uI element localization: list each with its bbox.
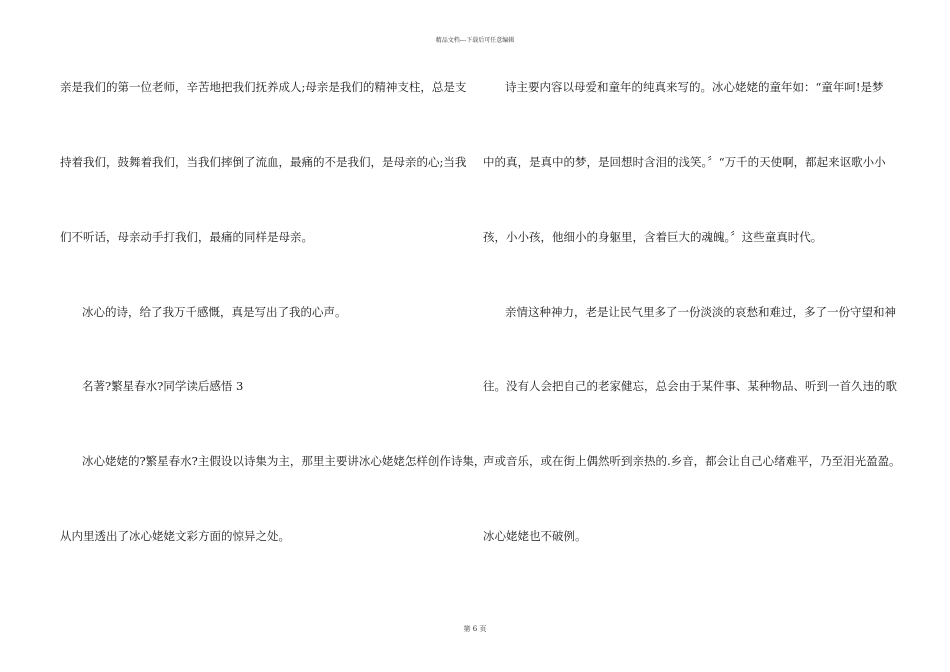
page-header: 精品文档---下载后可任意编辑 — [435, 37, 515, 44]
paragraph-line: 诗主要内容以母爱和童年的纯真来写的。冰心姥姥的童年如：“童年呵!是梦 — [505, 80, 884, 94]
paragraph-line: 持着我们，鼓舞着我们，当我们摔倒了流血，最痛的不是我们，是母亲的心;当我 — [60, 155, 467, 169]
paragraph-line: 亲情这种神力，老是让民气里多了一份淡淡的哀愁和难过，多了一份守望和神 — [505, 305, 896, 319]
paragraph-line: 声或音乐，或在街上偶然听到亲热的.乡音，都会让自己心绪难平，乃至泪光盈盈。 — [483, 454, 901, 468]
paragraph-line: 冰心姥姥的?繁星春水?主假设以诗集为主，那里主要讲冰心姥姥怎样创作诗集， — [82, 454, 486, 468]
paragraph-line: 们不听话，母亲动手打我们，最痛的同样是母亲。 — [60, 230, 313, 244]
paragraph-line: 从内里透出了冰心姥姥文彩方面的惊异之处。 — [60, 529, 290, 543]
section-title: 名著?繁星春水?同学读后感悟 3 — [82, 379, 244, 393]
page-number: 第 6 页 — [463, 625, 487, 633]
paragraph-line: 中的真，是真中的梦，是回想时含泪的浅笑。〞“万千的天使啊，都起来讴歌小小 — [483, 155, 886, 169]
paragraph-line: 冰心的诗，给了我万千感慨，真是写出了我的心声。 — [82, 305, 347, 319]
paragraph-line: 往。没有人会把自己的老家健忘，总会由于某件事、某种物品、听到一首久违的歌 — [483, 379, 897, 393]
paragraph-line: 亲是我们的第一位老师，辛苦地把我们抚养成人;母亲是我们的精神支柱，总是支 — [60, 80, 467, 94]
paragraph-line: 孩，小小孩，他细小的身躯里，含着巨大的魂魄。〞这些童真时代。 — [483, 230, 823, 244]
paragraph-line: 冰心姥姥也不破例。 — [483, 529, 587, 543]
